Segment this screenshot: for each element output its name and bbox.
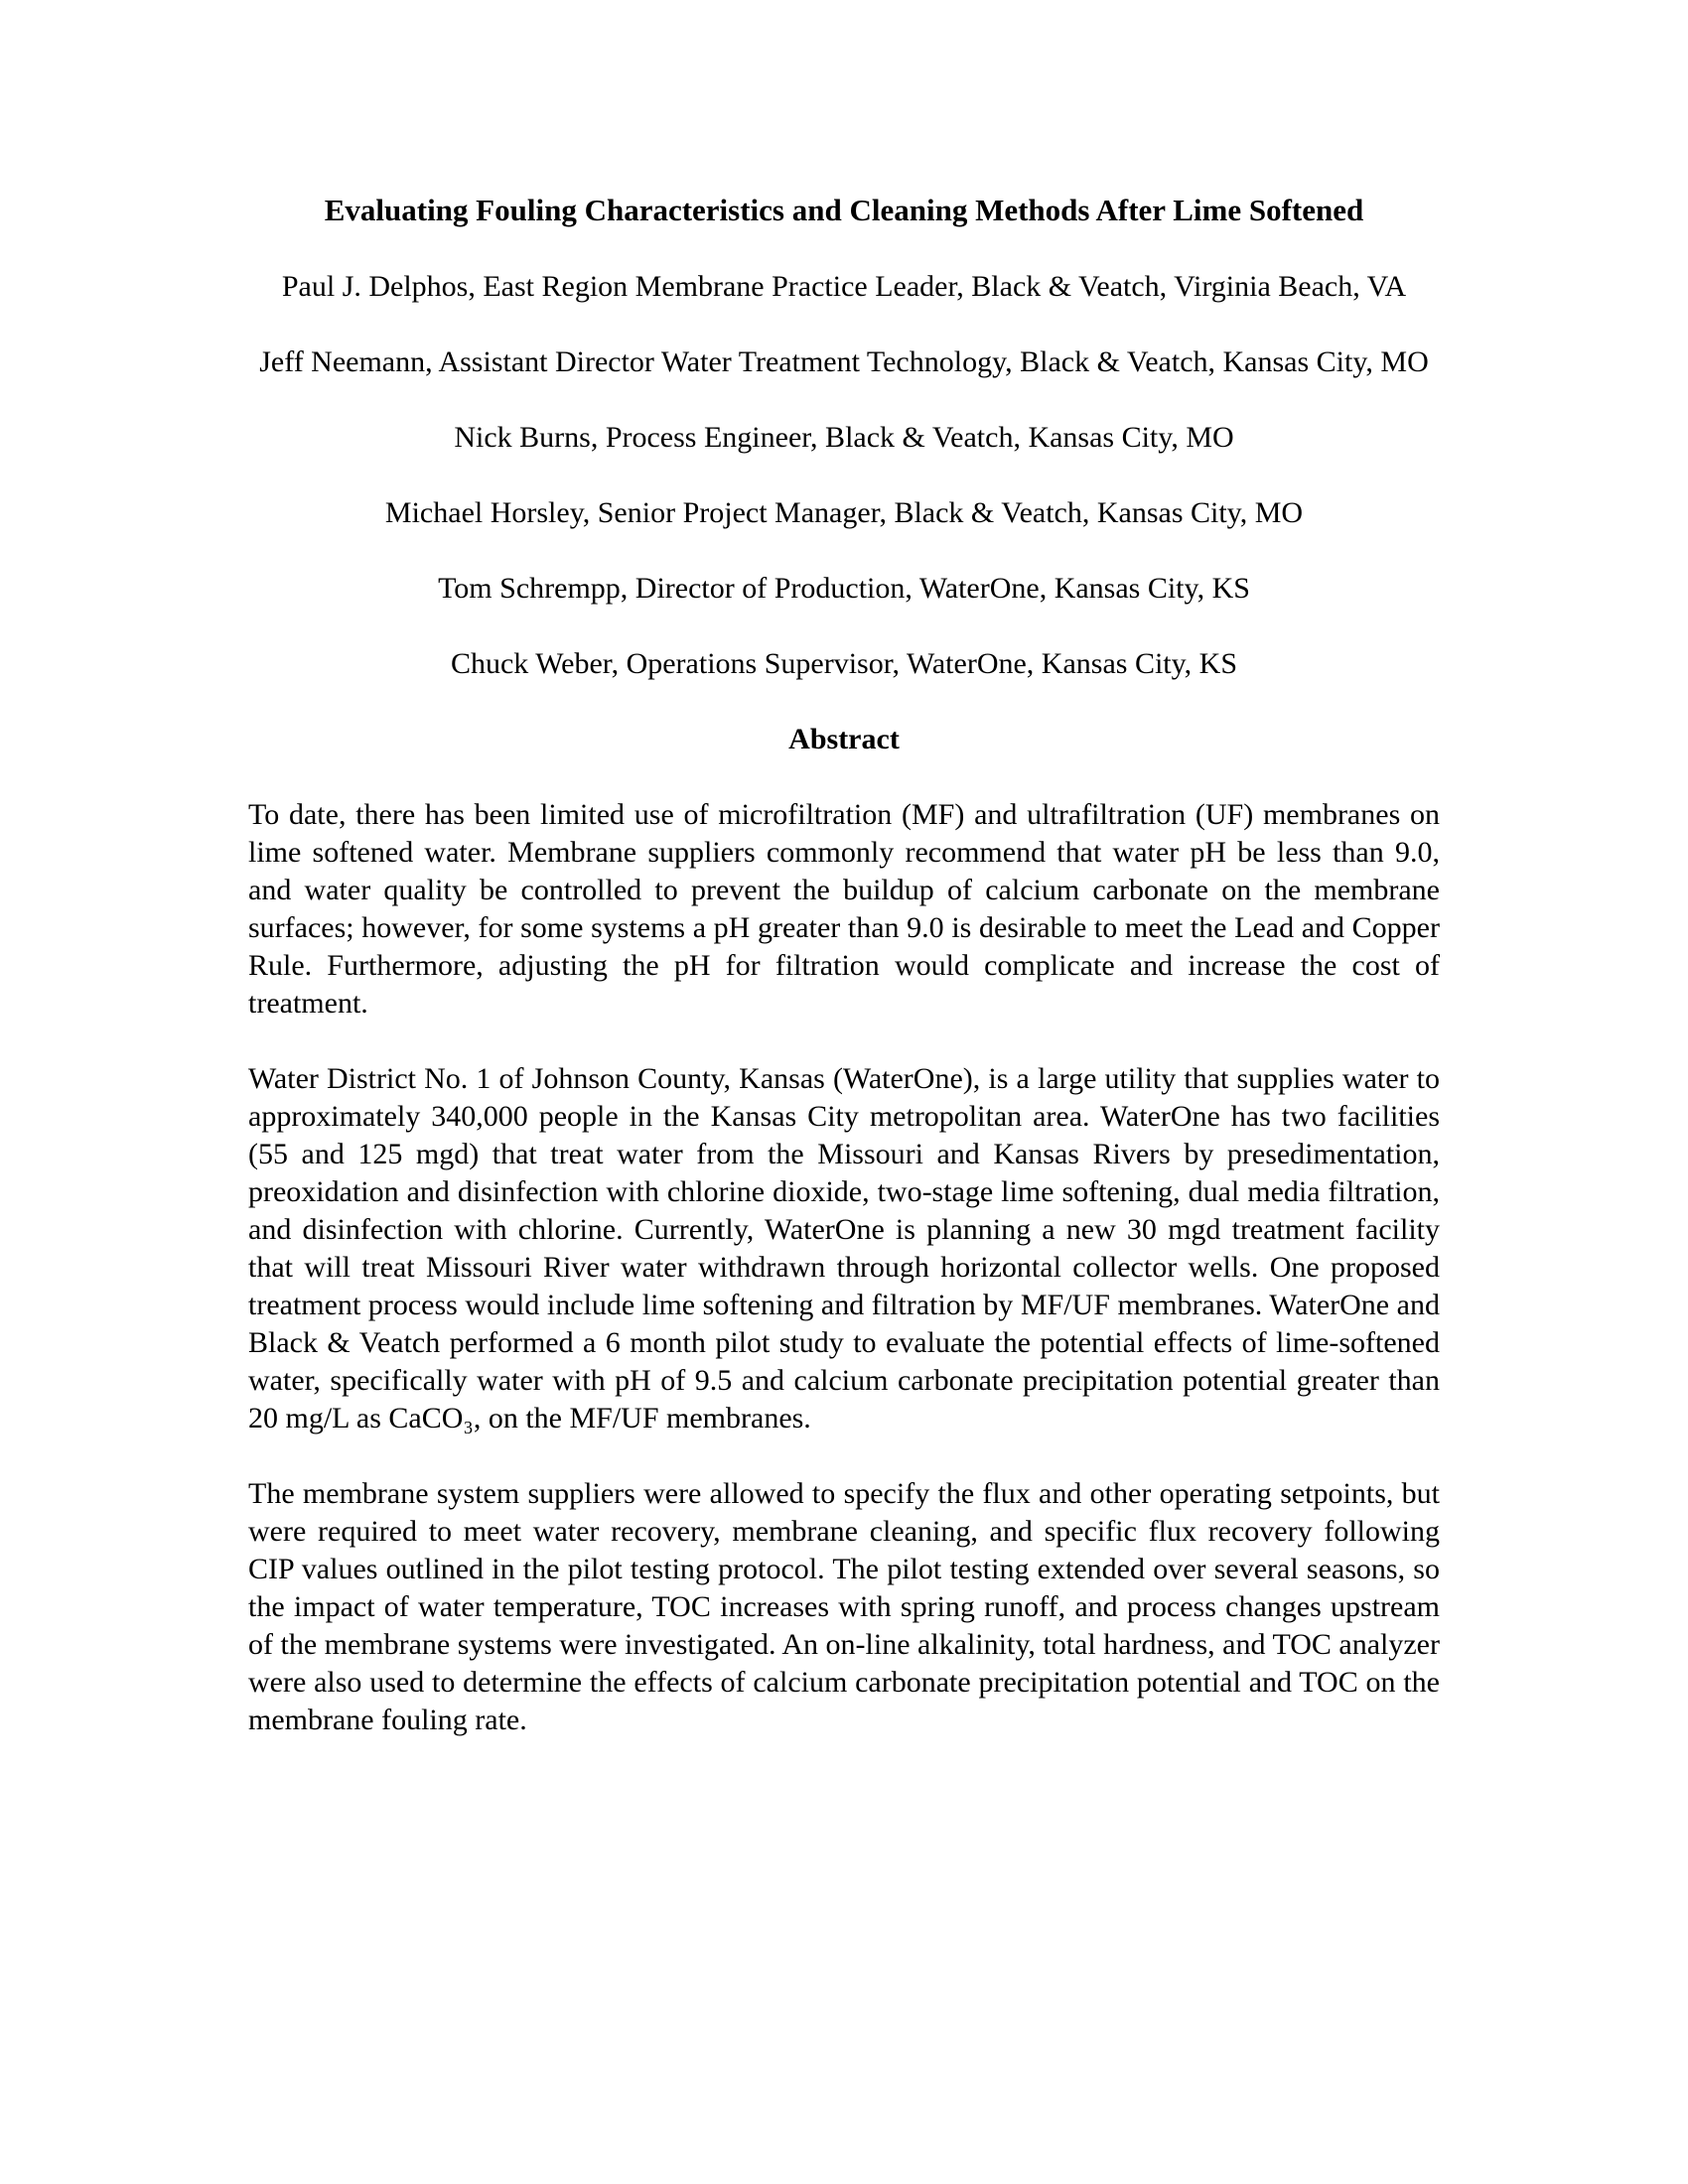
author-line-4: Michael Horsley, Senior Project Manager, Black & Veatch, Kansas City, MO <box>384 496 1304 529</box>
author-line-6: Chuck Weber, Operations Supervisor, WaterOne, Kansas City, KS <box>450 647 1238 680</box>
author-line-2: Jeff Neemann, Assistant Director Water Treatment Technology, Black & Veatch, Kansas City, MO <box>259 345 1429 378</box>
author-line-1: Paul J. Delphos, East Region Membrane Practice Leader, Black & Veatch, Virginia Beach, VA <box>281 270 1407 303</box>
paper-title: Evaluating Fouling Characteristics and Cleaning Methods After Lime Softened <box>324 193 1364 227</box>
author-line-5: Tom Schrempp, Director of Production, WaterOne, Kansas City, KS <box>438 572 1250 605</box>
abstract-paragraph-3: The membrane system suppliers were allowed to specify the flux and other operating setpoints, but were required to meet water recovery, membrane cleaning, and specific flux recovery following CIP values outlined in the pilot testing protocol. The pilot testing extended over several seasons, so the impact of water temperature, TOC increases with spring runoff, and process changes upstream of the membrane systems were investigated. An on-line alkalinity, total hardness, and TOC analyzer were also used to determine the effects of calcium carbonate precipitation potential and TOC on the membrane fouling rate. <box>248 1477 1440 1736</box>
abstract-heading: Abstract <box>788 723 900 755</box>
abstract-paragraph-2: Water District No. 1 of Johnson County, Kansas (WaterOne), is a large utility that supplies water to approximately 340,000 people in the Kansas City metropolitan area. WaterOne has two facilities (55 and 125 mgd) that treat water from the Missouri and Kansas Rivers by presedimentation, preoxidation and disinfection with chlorine dioxide, two-stage lime softening, dual media filtration, and disinfection with chlorine. Currently, WaterOne is planning a new 30 mgd treatment facility that will treat Missouri River water withdrawn through horizontal collector wells. One proposed treatment process would include lime softening and filtration by MF/UF membranes. WaterOne and Black & Veatch performed a 6 month pilot study to evaluate the potential effects of lime-softened water, specifically water with pH of 9.5 and calcium carbonate precipitation potential greater than 20 mg/L as CaCO₃, on the MF/UF membranes. <box>248 1062 1440 1434</box>
abstract-paragraph-1: To date, there has been limited use of microfiltration (MF) and ultrafiltration (UF) membranes on lime softened water. Membrane suppliers commonly recommend that water pH be less than 9.0, and water quality be controlled to prevent the buildup of calcium carbonate on the membrane surfaces; however, for some systems a pH greater than 9.0 is desirable to meet the Lead and Copper Rule. Furthermore, adjusting the pH for filtration would complicate and increase the cost of treatment. <box>248 798 1440 1020</box>
author-list <box>248 268 1440 683</box>
abstract-body <box>248 796 1440 1739</box>
author-line-3: Nick Burns, Process Engineer, Black & Veatch, Kansas City, MO <box>454 421 1234 454</box>
